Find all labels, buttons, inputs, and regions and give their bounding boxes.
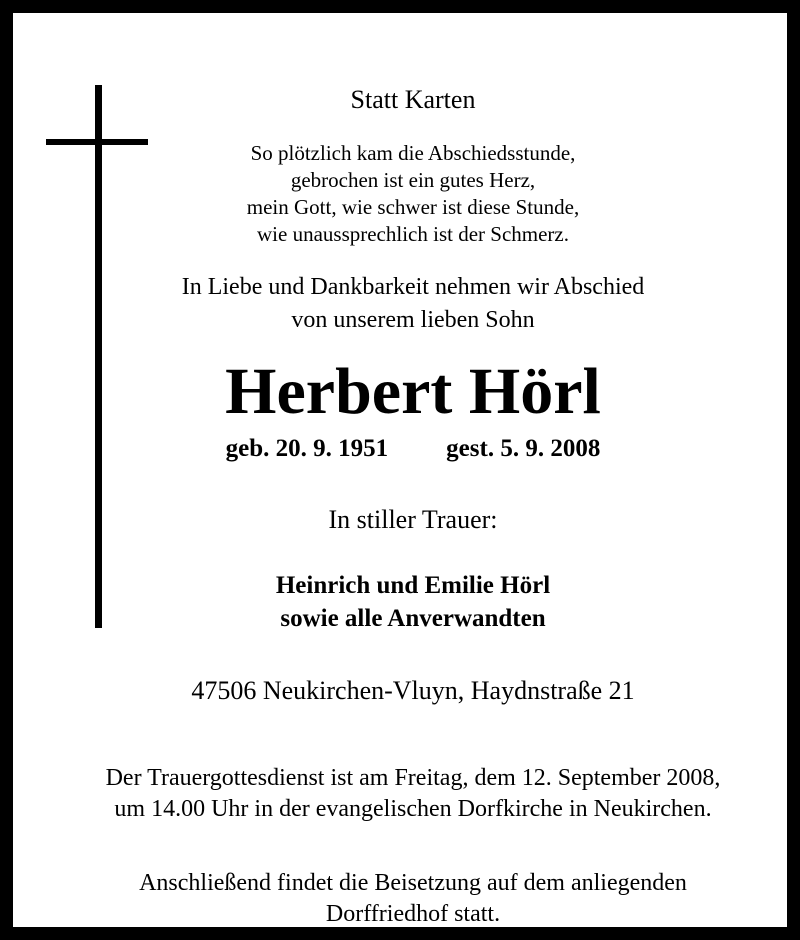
service-line: Der Trauergottesdienst ist am Freitag, dem 12. September 2008, xyxy=(105,765,721,791)
life-dates xyxy=(13,435,800,463)
notice-heading: Statt Karten xyxy=(350,85,476,114)
family-line: Heinrich und Emilie Hörl xyxy=(275,572,551,599)
burial-line: Anschließend findet die Beisetzung auf dem anliegenden xyxy=(139,870,687,896)
burial-info xyxy=(13,868,800,930)
poem-line: So plötzlich kam die Abschiedsstunde, xyxy=(250,141,576,165)
service-info xyxy=(13,763,800,825)
intro-text xyxy=(13,271,800,337)
intro-line: In Liebe und Dankbarkeit nehmen wir Abschied xyxy=(181,274,645,300)
deceased-name: Herbert Hörl xyxy=(225,355,601,428)
mourning-label: In stiller Trauer: xyxy=(328,505,498,534)
service-line: um 14.00 Uhr in der evangelischen Dorfkirche in Neukirchen. xyxy=(114,796,712,822)
family-line: sowie alle Anverwandten xyxy=(280,605,546,632)
death-date: gest. 5. 9. 2008 xyxy=(446,435,601,462)
burial-line: Dorffriedhof statt. xyxy=(325,901,501,927)
poem-line: wie unaussprechlich ist der Schmerz. xyxy=(257,222,569,246)
address: 47506 Neukirchen-Vluyn, Haydnstraße 21 xyxy=(191,676,635,705)
intro-line: von unserem lieben Sohn xyxy=(291,307,535,333)
poem xyxy=(13,140,800,248)
family-names xyxy=(13,569,800,635)
poem-line: mein Gott, wie schwer ist diese Stunde, xyxy=(246,195,580,219)
birth-date: geb. 20. 9. 1951 xyxy=(225,435,389,462)
poem-line: gebrochen ist ein gutes Herz, xyxy=(290,168,536,192)
